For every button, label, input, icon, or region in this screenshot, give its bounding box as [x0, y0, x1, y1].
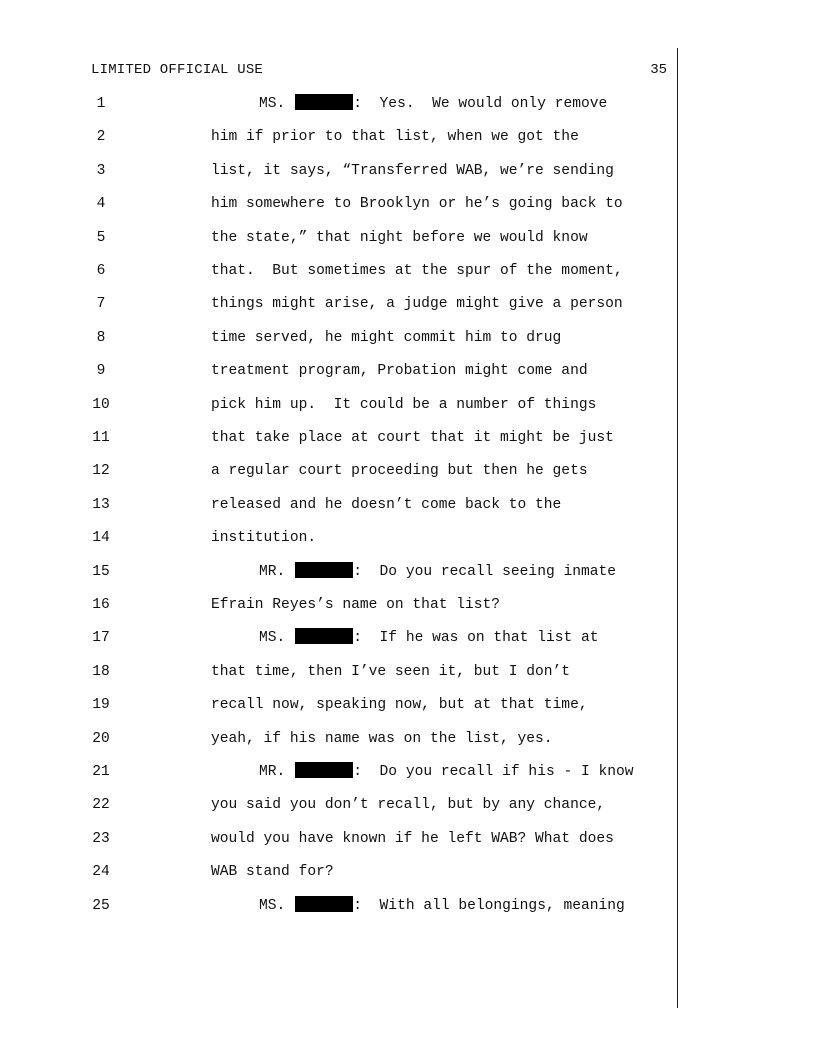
spoken-text: : Do you recall seeing inmate — [353, 563, 617, 580]
transcript-line — [0, 762, 816, 782]
redaction-box — [295, 628, 353, 644]
spoken-text: : With all belongings, meaning — [353, 897, 625, 914]
transcript-line — [0, 94, 816, 114]
page-number: 35 — [650, 62, 667, 78]
line-number: 20 — [92, 730, 110, 747]
line-text: treatment program, Probation might come and — [211, 363, 588, 380]
line-number: 14 — [92, 530, 110, 547]
classification-header: LIMITED OFFICIAL USE — [91, 62, 264, 78]
line-number: 8 — [96, 329, 106, 346]
redaction-box — [295, 562, 353, 578]
speaker-title: MS. — [259, 96, 286, 112]
transcript-line — [0, 829, 816, 849]
line-number: 3 — [96, 162, 106, 179]
line-text: institution. — [211, 530, 317, 547]
line-text: a regular court proceeding but then he gets — [211, 463, 588, 480]
line-text: yeah, if his name was on the list, yes. — [211, 730, 553, 747]
line-number: 19 — [92, 697, 110, 714]
line-text: would you have known if he left WAB? What does — [211, 830, 614, 847]
redaction-box — [295, 896, 353, 912]
transcript-line — [0, 628, 816, 648]
line-number: 4 — [96, 196, 106, 213]
line-number: 6 — [96, 263, 106, 279]
line-text: time served, he might commit him to drug — [211, 329, 562, 346]
transcript-line — [0, 862, 816, 882]
transcript-line — [0, 127, 816, 147]
speaker-line-text — [259, 562, 616, 582]
line-number: 11 — [92, 430, 110, 446]
line-text: recall now, speaking now, but at that time, — [211, 697, 588, 714]
transcript-line — [0, 428, 816, 448]
transcript-line — [0, 328, 816, 348]
line-number: 18 — [92, 663, 110, 680]
line-text: you said you don’t recall, but by any chance, — [211, 797, 606, 814]
line-text: that. But sometimes at the spur of the moment, — [211, 263, 623, 279]
redaction-box — [295, 94, 353, 110]
line-text: Efrain Reyes’s name on that list? — [211, 597, 501, 613]
line-text: him somewhere to Brooklyn or he’s going back to — [211, 196, 623, 213]
transcript-line — [0, 395, 816, 415]
transcript-line — [0, 461, 816, 481]
line-number: 2 — [96, 129, 106, 146]
transcript-line — [0, 228, 816, 248]
speaker-title: MS. — [259, 630, 286, 647]
redaction-box — [295, 762, 353, 778]
transcript-line — [0, 294, 816, 314]
line-number: 25 — [92, 897, 110, 914]
line-text: things might arise, a judge might give a person — [211, 296, 623, 313]
line-text: WAB stand for? — [211, 864, 334, 881]
transcript-line — [0, 361, 816, 381]
transcript-line — [0, 194, 816, 214]
line-number: 21 — [92, 764, 110, 780]
spoken-text: : Do you recall if his - I know — [353, 764, 634, 780]
speaker-line-text — [259, 94, 607, 114]
transcript-line — [0, 662, 816, 682]
transcript-line — [0, 528, 816, 548]
line-number: 10 — [92, 396, 110, 413]
line-number: 23 — [92, 830, 110, 847]
line-text: that take place at court that it might be just — [211, 430, 614, 446]
line-text: that time, then I’ve seen it, but I don’t — [211, 663, 571, 680]
line-number: 7 — [96, 296, 106, 313]
line-text: him if prior to that list, when we got the — [211, 129, 579, 146]
line-number: 13 — [92, 496, 110, 513]
transcript-line — [0, 795, 816, 815]
line-number: 24 — [92, 864, 110, 881]
line-text: pick him up. It could be a number of things — [211, 396, 597, 413]
speaker-title: MR. — [259, 764, 286, 780]
speaker-title: MR. — [259, 563, 286, 580]
speaker-line-text — [259, 762, 634, 782]
line-text: the state,” that night before we would know — [211, 229, 588, 246]
transcript-line — [0, 595, 816, 615]
transcript-line — [0, 729, 816, 749]
spoken-text: : If he was on that list at — [353, 630, 599, 647]
line-number: 12 — [92, 463, 110, 480]
line-number: 17 — [92, 630, 110, 647]
line-number: 9 — [96, 363, 106, 380]
speaker-line-text — [259, 628, 599, 648]
line-number: 1 — [96, 96, 106, 112]
line-text: list, it says, “Transferred WAB, we’re sending — [211, 162, 614, 179]
transcript-line — [0, 896, 816, 916]
line-text: released and he doesn’t come back to the — [211, 496, 562, 513]
transcript-line — [0, 562, 816, 582]
transcript-line — [0, 695, 816, 715]
line-number: 5 — [96, 229, 106, 246]
line-number: 22 — [92, 797, 110, 814]
speaker-title: MS. — [259, 897, 286, 914]
spoken-text: : Yes. We would only remove — [353, 96, 608, 112]
transcript-line — [0, 261, 816, 281]
speaker-line-text — [259, 896, 625, 916]
line-number: 15 — [92, 563, 110, 580]
line-number: 16 — [92, 597, 110, 613]
transcript-line — [0, 495, 816, 515]
transcript-line — [0, 161, 816, 181]
